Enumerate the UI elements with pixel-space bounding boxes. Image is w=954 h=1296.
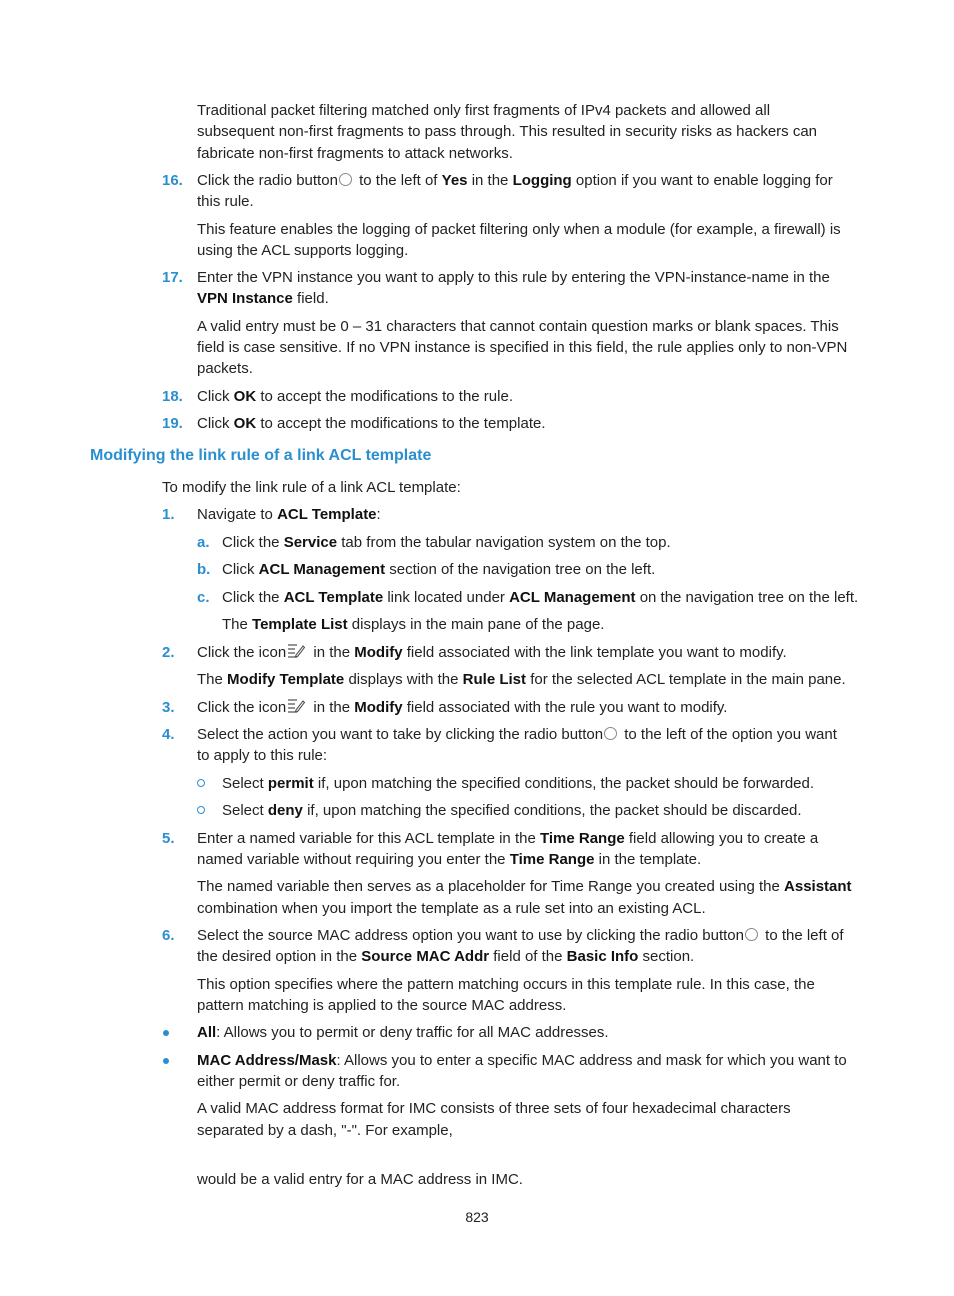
step-text: Click the icon in the Modify field associated with the link template you want to modify. (197, 644, 787, 661)
intro-line: subsequent non-first fragments to pass through. This resulted in security risks as hackers can (197, 123, 818, 140)
step-number: 16. (162, 172, 183, 189)
step-note: A valid entry must be 0 – 31 characters that cannot contain question marks or blank spaces. This (197, 318, 839, 335)
step-number: 1. (162, 506, 175, 523)
intro-line: fabricate non-first fragments to attack networks. (197, 145, 513, 162)
step-text: Navigate to ACL Template: (197, 506, 381, 523)
radio-button-icon (745, 928, 758, 941)
option-text: Select permit if, upon matching the specified conditions, the packet should be forwarded. (222, 775, 815, 792)
substep-text: Click the ACL Template link located under ACL Management on the navigation tree on the left. (222, 589, 859, 606)
step-text: Click OK to accept the modifications to the rule. (197, 388, 513, 405)
bullet-text: either permit or deny traffic for. (197, 1073, 401, 1090)
step-number: 4. (162, 726, 175, 743)
step-text: Click OK to accept the modifications to the template. (197, 415, 546, 432)
page-number: 823 (465, 1209, 489, 1225)
step-text: Enter the VPN instance you want to apply to this rule by entering the VPN-instance-name in the (197, 269, 830, 286)
step-number: 3. (162, 699, 175, 716)
bullet-note: would be a valid entry for a MAC address in IMC. (197, 1171, 523, 1188)
hollow-circle-icon (197, 779, 205, 787)
step-result: The Modify Template displays with the Rule List for the selected ACL template in the main pane. (197, 671, 846, 688)
step-number: 18. (162, 388, 183, 405)
option-text: Select deny if, upon matching the specified conditions, the packet should be discarded. (222, 802, 802, 819)
step-text: this rule. (197, 193, 254, 210)
bullet-text: All: Allows you to permit or deny traffic for all MAC addresses. (197, 1024, 609, 1041)
step-text: Select the action you want to take by clicking the radio button to the left of the option you want (197, 726, 837, 743)
substep-letter: c. (197, 589, 210, 606)
step-text: Enter a named variable for this ACL template in the Time Range field allowing you to create a (197, 830, 819, 847)
step-note: This feature enables the logging of packet filtering only when a module (for example, a firewall) is (197, 221, 841, 238)
step-note: The named variable then serves as a placeholder for Time Range you created using the Assistant (197, 878, 852, 895)
step-text: Click the radio button to the left of Yes in the Logging option if you want to enable logging for (197, 172, 833, 189)
step-note: combination when you import the template as a rule set into an existing ACL. (197, 900, 706, 917)
step-text: named variable without requiring you enter the Time Range in the template. (197, 851, 702, 868)
step-text: to apply to this rule: (197, 747, 328, 764)
step-number: 5. (162, 830, 175, 847)
step-note: using the ACL supports logging. (197, 242, 409, 259)
bullet-text: MAC Address/Mask: Allows you to enter a specific MAC address and mask for which you want to (197, 1052, 847, 1069)
bullet-note: A valid MAC address format for IMC consists of three sets of four hexadecimal characters (197, 1100, 791, 1117)
edit-icon (287, 643, 305, 659)
step-note: field is case sensitive. If no VPN instance is specified in this field, the rule applies only to non-VPN (197, 339, 848, 356)
substep-text: Click the Service tab from the tabular navigation system on the top. (222, 534, 671, 551)
step-text: Click the icon in the Modify field associated with the rule you want to modify. (197, 699, 728, 716)
substep-letter: b. (197, 561, 211, 578)
section-heading: Modifying the link rule of a link ACL template (90, 447, 432, 464)
substep-text: Click ACL Management section of the navigation tree on the left. (222, 561, 656, 578)
step-note: packets. (197, 360, 253, 377)
radio-button-icon (604, 727, 617, 740)
step-text: VPN Instance field. (197, 290, 329, 307)
bullet-icon (163, 1058, 169, 1064)
step-number: 2. (162, 644, 175, 661)
bullet-icon (163, 1030, 169, 1036)
step-note: pattern matching is applied to the source MAC address. (197, 997, 567, 1014)
substep-result: The Template List displays in the main pane of the page. (222, 616, 605, 633)
hollow-circle-icon (197, 806, 205, 814)
step-number: 19. (162, 415, 183, 432)
step-number: 6. (162, 927, 175, 944)
step-text: the desired option in the Source MAC Addr field of the Basic Info section. (197, 948, 695, 965)
step-number: 17. (162, 269, 183, 286)
intro-line: Traditional packet filtering matched only first fragments of IPv4 packets and allowed all (197, 102, 771, 119)
step-text: Select the source MAC address option you want to use by clicking the radio button to the left of (197, 927, 844, 944)
step-note: This option specifies where the pattern matching occurs in this template rule. In this case, the (197, 976, 815, 993)
edit-icon (287, 698, 305, 714)
radio-button-icon (339, 173, 352, 186)
bullet-note: separated by a dash, "-". For example, (197, 1122, 453, 1139)
substep-letter: a. (197, 534, 210, 551)
lead-text: To modify the link rule of a link ACL template: (162, 479, 461, 496)
